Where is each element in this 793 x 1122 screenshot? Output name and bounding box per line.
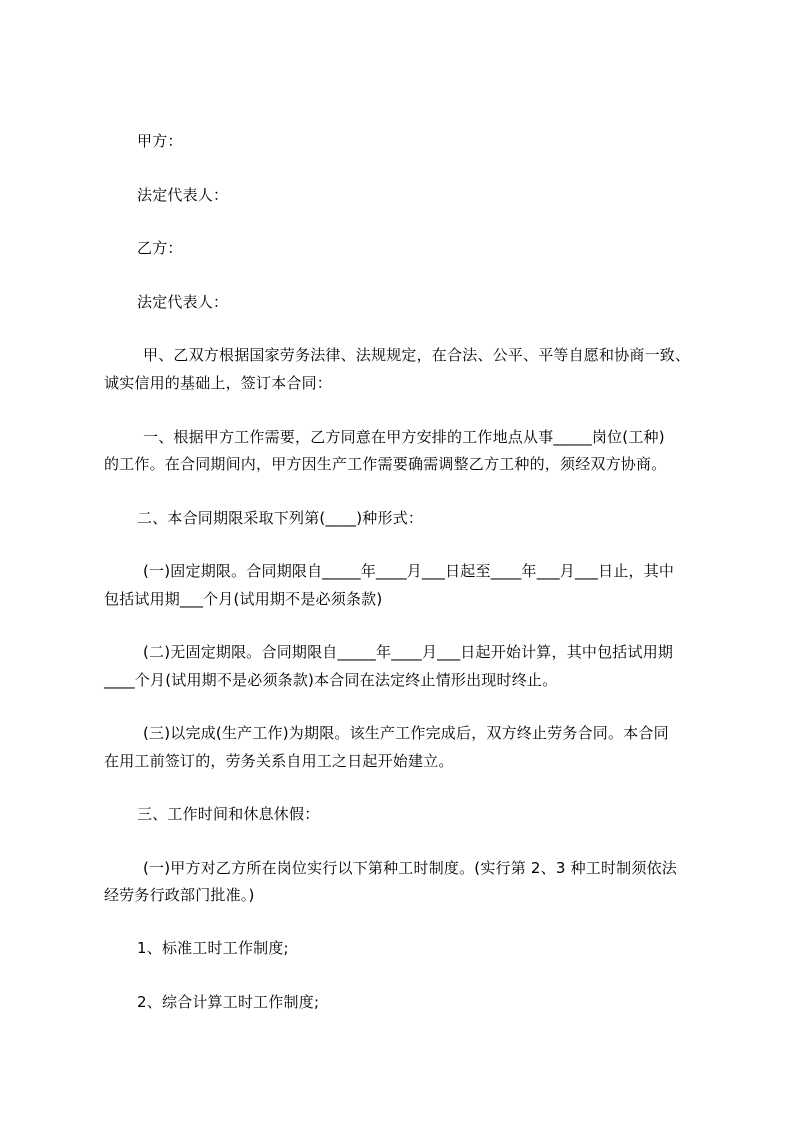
party-a-representative-label: 法定代表人：	[137, 186, 229, 204]
preamble-line-1: 甲、乙双方根据国家劳务法律、法规规定，在合法、公平、平等自愿和协商一致、	[143, 346, 691, 364]
party-b-representative-label: 法定代表人：	[137, 293, 229, 311]
clause-3-item-1-line-2: 经劳务行政部门批准。)	[104, 886, 255, 904]
clause-2-item-2-line-2: ____个月(试用期不是必须条款)本合同在法定终止情形出现时终止。	[104, 671, 558, 689]
clause-1-line-2: 的工作。在合同期间内，甲方因生产工作需要确需调整乙方工种的，须经双方协商。	[104, 455, 667, 473]
clause-2-item-2-line-1: (二)无固定期限。合同期限自_____年____月___日起开始计算，其中包括试用期	[143, 643, 674, 661]
clause-2-item-3-line-1: (三)以完成(生产工作)为期限。该生产工作完成后，双方终止劳务合同。本合同	[143, 724, 669, 742]
clause-1-line-1: 一、根据甲方工作需要，乙方同意在甲方安排的工作地点从事_____岗位(工种)	[143, 428, 665, 446]
preamble-line-2: 诚实信用的基础上，签订本合同：	[104, 374, 333, 392]
clause-2-item-3-line-2: 在用工前签订的，劳务关系自用工之日起开始建立。	[104, 752, 454, 770]
clause-2-item-1-line-1: (一)固定期限。合同期限自_____年____月___日起至____年___月___日止，其中	[143, 562, 675, 580]
clause-3-title: 三、工作时间和休息休假：	[137, 805, 320, 823]
party-b-label: 乙方：	[137, 239, 183, 257]
party-a-label: 甲方：	[137, 132, 183, 150]
clause-3-option-2: 2、综合计算工时工作制度;	[137, 993, 320, 1011]
clause-3-item-1-line-1: (一)甲方对乙方所在岗位实行以下第种工时制度。(实行第 2、3 种工时制须依法	[143, 859, 677, 877]
clause-3-option-1: 1、标准工时工作制度;	[137, 939, 289, 957]
clause-2-item-1-line-2: 包括试用期___个月(试用期不是必须条款)	[104, 590, 383, 608]
clause-2-title: 二、本合同期限采取下列第(____)种形式：	[137, 509, 424, 527]
